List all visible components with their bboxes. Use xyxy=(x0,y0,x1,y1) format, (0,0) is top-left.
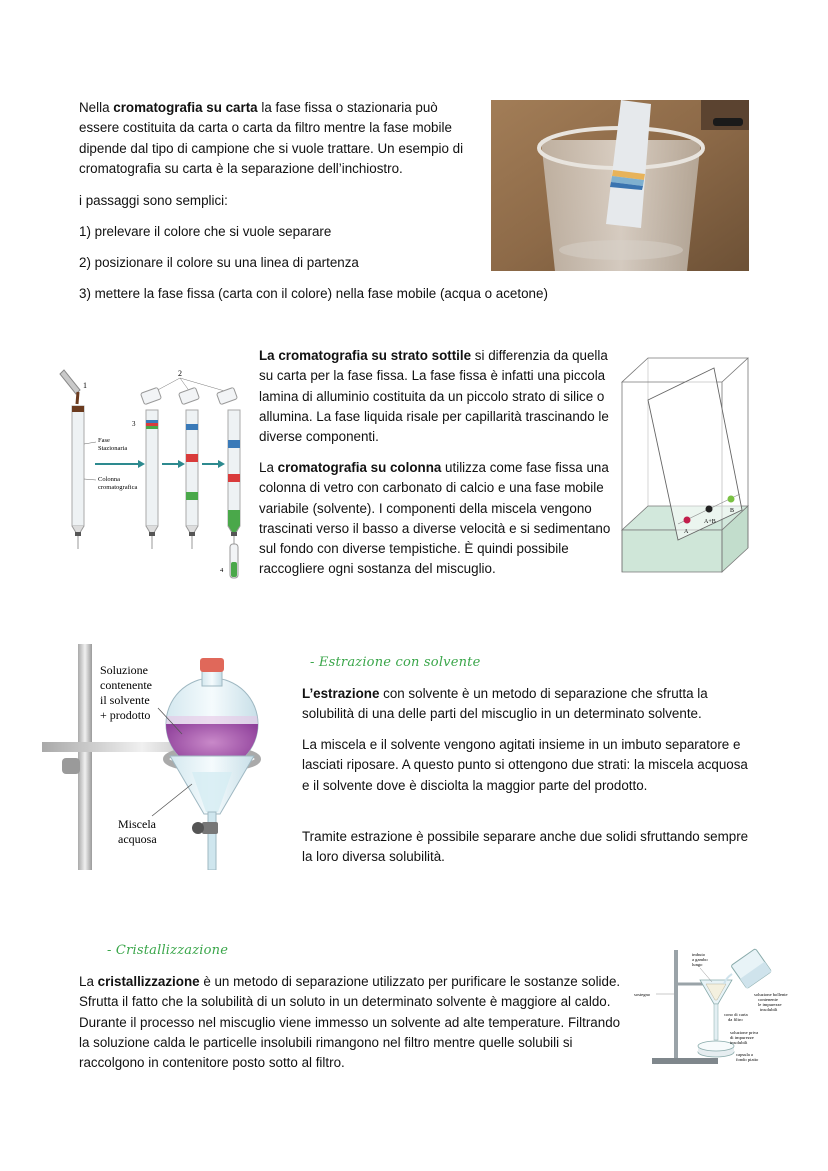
tlc-label-a: A xyxy=(684,529,689,535)
label-colonna: Colonna xyxy=(98,476,121,483)
label-fase: Fase xyxy=(98,437,110,444)
paper-intro: Nella cromatografia su carta la fase fissa o stazionaria può essere costituita da carta o carta da filtro mentre la fase mobile dipende dal tipo di campione che si vuole trattare. Un esempio di cromatografia su carta è la separazione dell’inchiostro. xyxy=(79,100,464,176)
extraction-heading: - Estrazione con solvente xyxy=(310,655,481,670)
label-capsula: capsula a xyxy=(736,1052,753,1057)
label-miscela: Miscela xyxy=(118,817,156,831)
label-soluzione: Soluzione xyxy=(100,663,148,677)
photo-svg xyxy=(491,100,749,271)
crystallization-paragraph: La cristallizzazione è un metodo di separazione utilizzato per purificare le sostanze solide. Sfrutta il fatto che la solubilità di un soluto in un determinato solvente è maggiore al caldo. Durante il processo nel miscuglio viene immesso un solvente ad alte temperature. Filtrando la soluzione calda le particelle insolubili rimangono nel filtro mentre quelle solubili si raccolgono in contenitore posto sotto al filtro. xyxy=(79,974,621,1071)
thin-layer-chromatography-figure xyxy=(618,342,768,578)
column-bold: cromatografia su colonna xyxy=(277,460,442,475)
label-lungo: lungo xyxy=(692,962,703,967)
extraction-bold: L’estrazione xyxy=(302,686,380,701)
step-3: 3) mettere la fase fissa (carta con il colore) nella fase mobile (acqua o acetone) xyxy=(79,286,548,301)
label-imbuto: imbuto xyxy=(692,952,706,957)
extraction-paragraph-2: La miscela e il solvente vengono agitati insieme in un imbuto separatore e lasciati riposare. A questo punto si ottengono due strati: la miscela acquosa e il solvente dove è disciolta la maggior parte del prodotto. xyxy=(302,737,748,793)
label-di-impurezze: di impurezze xyxy=(730,1035,754,1040)
label-contenente: contenente xyxy=(100,678,152,692)
column-svg xyxy=(50,364,250,586)
tlc-svg xyxy=(618,342,768,578)
thin-layer-paragraph: La cromatografia su strato sottile si differenzia da quella su carta per la fase fissa. La fase fissa è infatti una piccola lamina di alluminio costituita da un piccolo strato di silice o allumina. La fase liquida risale per capillarità trascinando le diverse componenti. xyxy=(259,348,609,445)
label-le-impurezze: le impurezze xyxy=(758,1002,782,1007)
thin-layer-bold: La cromatografia su strato sottile xyxy=(259,348,472,363)
paper-chromatography-photo xyxy=(491,100,749,271)
column-chromatography-figure xyxy=(50,364,250,586)
steps-intro: i passaggi sono semplici: xyxy=(79,193,228,208)
label-stazionaria: Stazionaria xyxy=(98,445,128,452)
label-sostegno: sostegno xyxy=(634,992,651,997)
label-cromatografica: cromatografica xyxy=(98,484,138,491)
column-paragraph: La cromatografia su colonna utilizza come fase fissa una colonna di vetro con carbonato di calcio e una fase mobile variabile (solvente). I componenti della miscela vengono trascinati verso il basso a diverse velocità e si sedimentano sul fondo con diverse tempistiche. È quindi possibile raccogliere ogni sostanza del miscuglio. xyxy=(259,460,611,577)
label-fondo-piatto: fondo piatto xyxy=(736,1057,759,1062)
label-2: 2 xyxy=(178,369,182,378)
funnel-svg xyxy=(42,644,262,870)
crystallization-heading: - Cristallizzazione xyxy=(107,943,229,958)
crystallization-svg xyxy=(632,944,804,1072)
label-priva-insolubili: insolubili xyxy=(730,1040,748,1045)
label-a-gambo: a gambo xyxy=(692,957,708,962)
label-3: 3 xyxy=(132,420,136,428)
label-cono-di-carta: cono di carta xyxy=(724,1012,748,1017)
step-2: 2) posizionare il colore su una linea di partenza xyxy=(79,255,359,270)
tlc-label-b: B xyxy=(730,508,735,514)
label-da-filtro: da filtro xyxy=(728,1017,743,1022)
extraction-paragraph-3: Tramite estrazione è possibile separare anche due solidi sfruttando sempre la loro diversa solubilità. xyxy=(302,829,749,865)
label-prodotto: + prodotto xyxy=(100,708,151,722)
step-1: 1) prelevare il colore che si vuole separare xyxy=(79,224,332,239)
label-acquosa: acquosa xyxy=(118,832,157,846)
crystallization-figure xyxy=(632,944,804,1072)
paper-intro-bold: cromatografia su carta xyxy=(113,100,258,115)
label-soluzione-priva: soluzione priva xyxy=(730,1030,759,1035)
tlc-label-ab: A+B xyxy=(704,519,716,525)
label-soluzione-bollente: soluzione bollente xyxy=(754,992,788,997)
label-il-solvente: il solvente xyxy=(100,693,150,707)
label-bollente-contenente: contenente xyxy=(758,997,778,1002)
label-1: 1 xyxy=(83,381,87,390)
label-4: 4 xyxy=(220,567,224,574)
label-bollente-insolubili: insolubili xyxy=(760,1007,778,1012)
crystallization-bold: cristallizzazione xyxy=(97,974,200,989)
separatory-funnel-figure xyxy=(42,644,262,870)
extraction-paragraph-1: L’estrazione con solvente è un metodo di separazione che sfrutta la solubilità di una delle parti del miscuglio in un determinato solvente. xyxy=(302,686,708,722)
